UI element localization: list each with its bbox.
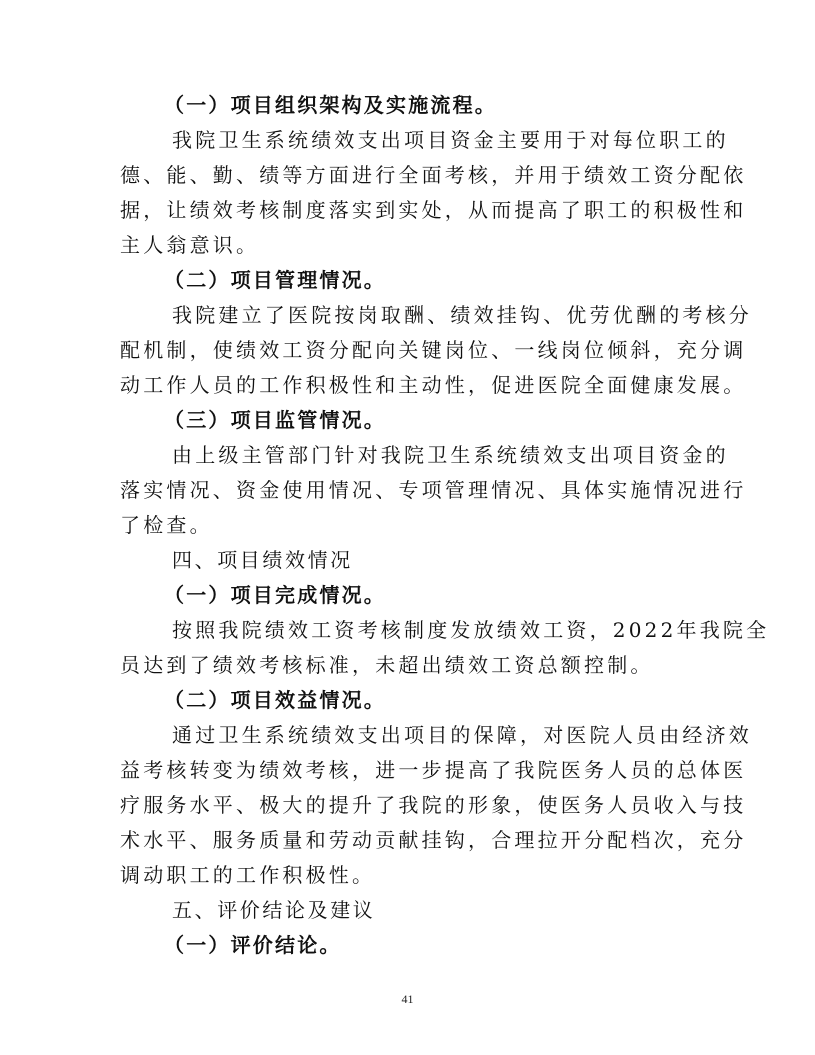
paragraph-line: 员达到了绩效考核标准，未超出绩效工资总额控制。 [120,653,654,677]
subheading-management: （二）项目管理情况。 [164,268,386,292]
paragraph-line: 通过卫生系统绩效支出项目的保障，对医院人员由经济效 [172,723,752,747]
paragraph-line: 调动职工的工作积极性。 [120,863,376,887]
section-heading-performance: 四、项目绩效情况 [172,548,353,572]
paragraph-line: 我院卫生系统绩效支出项目资金主要用于对每位职工的 [172,128,729,152]
subheading-benefits: （二）项目效益情况。 [164,688,386,712]
subheading-completion: （一）项目完成情况。 [164,583,386,607]
subheading-supervision: （三）项目监管情况。 [164,408,386,432]
section-heading-conclusion: 五、评价结论及建议 [172,898,376,922]
paragraph-line: 据，让绩效考核制度落实到实处，从而提高了职工的积极性和 [120,198,747,222]
paragraph-line: 按照我院绩效工资考核制度发放绩效工资，2022年我院全 [172,618,770,642]
paragraph-line: 了检查。 [120,513,213,537]
paragraph-line: 德、能、勤、绩等方面进行全面考核，并用于绩效工资分配依 [120,163,747,187]
paragraph-line: 益考核转变为绩效考核，进一步提高了我院医务人员的总体医 [120,758,747,782]
paragraph-line: 疗服务水平、极大的提升了我院的形象，使医务人员收入与技 [120,793,747,817]
paragraph-line: 配机制，使绩效工资分配向关键岗位、一线岗位倾斜，充分调 [120,338,747,362]
paragraph-line: 主人翁意识。 [120,233,260,257]
subheading-org-structure: （一）项目组织架构及实施流程。 [164,93,497,117]
paragraph-line: 落实情况、资金使用情况、专项管理情况、具体实施情况进行 [120,478,747,502]
paragraph-line: 动工作人员的工作积极性和主动性，促进医院全面健康发展。 [120,373,747,397]
paragraph-line: 由上级主管部门针对我院卫生系统绩效支出项目资金的 [172,443,729,467]
subheading-evaluation-conclusion: （一）评价结论。 [164,933,342,957]
paragraph-line: 术水平、服务质量和劳动贡献挂钩，合理拉开分配档次，充分 [120,828,747,852]
page-number: 41 [401,992,414,1006]
paragraph-line: 我院建立了医院按岗取酬、绩效挂钩、优劳优酬的考核分 [172,303,752,327]
document-body [120,88,770,963]
